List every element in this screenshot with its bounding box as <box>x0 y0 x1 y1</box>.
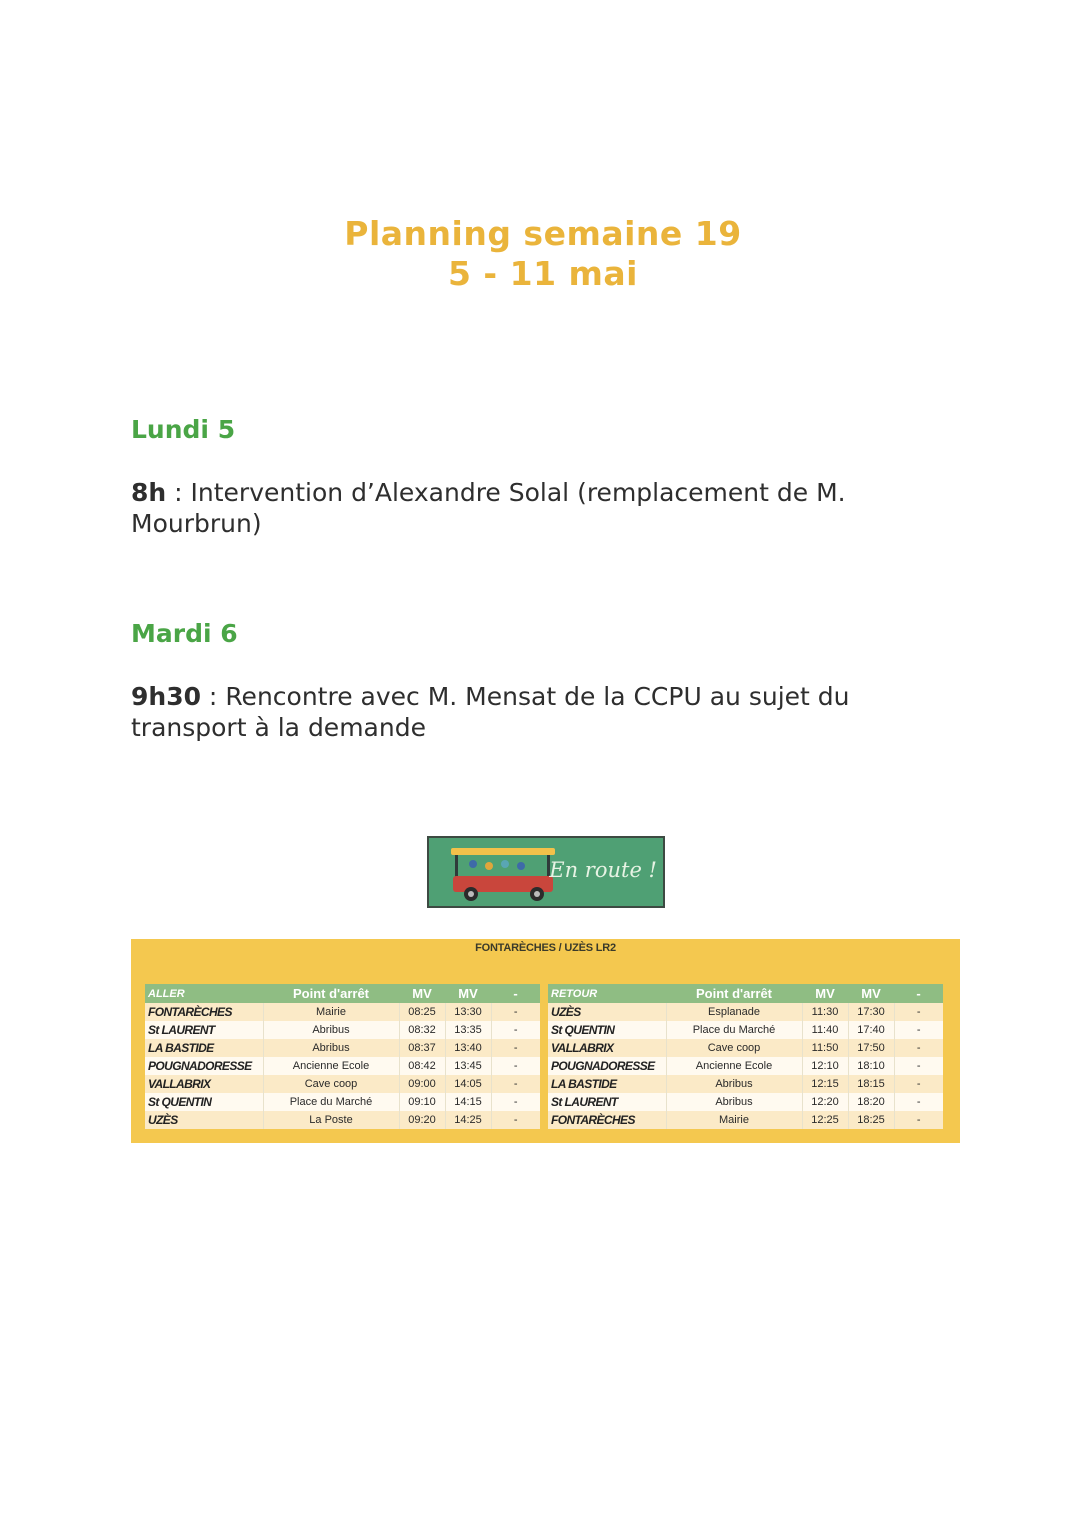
time-cell: 11:50 <box>802 1039 848 1057</box>
stop-point: Ancienne Ecole <box>263 1057 399 1075</box>
stop-point: Abribus <box>666 1093 802 1111</box>
time-cell: 12:15 <box>802 1075 848 1093</box>
table-row <box>145 1075 540 1093</box>
time-cell: - <box>894 1093 943 1111</box>
time-cell: 09:10 <box>399 1093 445 1111</box>
time-cell: - <box>491 1021 540 1039</box>
time-cell: 17:50 <box>848 1039 894 1057</box>
entry-separator: : <box>166 478 191 507</box>
time-cell: 12:20 <box>802 1093 848 1111</box>
table-row <box>548 1057 943 1075</box>
time-cell: 12:10 <box>802 1057 848 1075</box>
column-header: MV <box>399 984 445 1003</box>
table-row <box>548 1003 943 1021</box>
stop-name: St QUENTIN <box>145 1093 263 1111</box>
table-row <box>145 1039 540 1057</box>
stop-name: St QUENTIN <box>548 1021 666 1039</box>
time-cell: - <box>894 1003 943 1021</box>
table-row <box>548 1075 943 1093</box>
time-cell: 12:25 <box>802 1111 848 1129</box>
entry-text: Rencontre avec M. Mensat de la CCPU au sujet du transport à la demande <box>131 682 850 742</box>
table-row <box>145 1111 540 1129</box>
page-title <box>0 214 1086 294</box>
column-header: Point d'arrêt <box>263 984 399 1003</box>
column-header: - <box>894 984 943 1003</box>
table-row <box>145 1021 540 1039</box>
stop-name: St LAURENT <box>145 1021 263 1039</box>
time-cell: - <box>491 1039 540 1057</box>
stop-name: POUGNADORESSE <box>548 1057 666 1075</box>
time-cell: 17:30 <box>848 1003 894 1021</box>
time-cell: - <box>491 1003 540 1021</box>
table-row <box>548 1021 943 1039</box>
table-row <box>548 1039 943 1057</box>
stop-name: LA BASTIDE <box>548 1075 666 1093</box>
stop-name: VALLABRIX <box>145 1075 263 1093</box>
bus-schedule <box>131 939 960 1143</box>
time-cell: - <box>491 1057 540 1075</box>
schedule-table-aller <box>145 984 540 1129</box>
table-row <box>145 1003 540 1021</box>
table-row <box>548 1093 943 1111</box>
column-header: RETOUR <box>548 984 666 1003</box>
bus-icon <box>433 838 563 906</box>
time-cell: 13:35 <box>445 1021 491 1039</box>
day-heading-monday: Lundi 5 <box>131 415 236 444</box>
table-header-row <box>145 984 540 1003</box>
schedule-title: FONTARÈCHES / UZÈS LR2 <box>475 942 616 954</box>
table-header-row <box>548 984 943 1003</box>
time-cell: - <box>491 1075 540 1093</box>
stop-point: Place du Marché <box>666 1021 802 1039</box>
day-heading-tuesday: Mardi 6 <box>131 619 238 648</box>
stop-point: La Poste <box>263 1111 399 1129</box>
time-cell: - <box>894 1021 943 1039</box>
entry-time: 8h <box>131 478 167 507</box>
banner-text: En route ! <box>549 858 657 882</box>
stop-point: Mairie <box>666 1111 802 1129</box>
en-route-banner <box>427 836 665 908</box>
time-cell: 08:37 <box>399 1039 445 1057</box>
stop-point: Place du Marché <box>263 1093 399 1111</box>
time-cell: 14:15 <box>445 1093 491 1111</box>
title-line: Planning semaine 19 <box>344 214 742 253</box>
stop-point: Ancienne Ecole <box>666 1057 802 1075</box>
time-cell: - <box>894 1039 943 1057</box>
stop-name: St LAURENT <box>548 1093 666 1111</box>
agenda-entry-tuesday <box>131 681 951 743</box>
time-cell: - <box>894 1057 943 1075</box>
time-cell: 13:40 <box>445 1039 491 1057</box>
stop-point: Esplanade <box>666 1003 802 1021</box>
time-cell: 11:40 <box>802 1021 848 1039</box>
stop-point: Cave coop <box>666 1039 802 1057</box>
time-cell: 18:25 <box>848 1111 894 1129</box>
stop-point: Cave coop <box>263 1075 399 1093</box>
table-row <box>145 1093 540 1111</box>
stop-point: Mairie <box>263 1003 399 1021</box>
schedule-table-retour <box>548 984 943 1129</box>
stop-point: Abribus <box>666 1075 802 1093</box>
entry-text: Intervention d’Alexandre Solal (remplacement de M. Mourbrun) <box>131 478 846 538</box>
time-cell: 09:00 <box>399 1075 445 1093</box>
column-header: - <box>491 984 540 1003</box>
time-cell: - <box>491 1111 540 1129</box>
time-cell: - <box>491 1093 540 1111</box>
stop-name: POUGNADORESSE <box>145 1057 263 1075</box>
time-cell: 17:40 <box>848 1021 894 1039</box>
time-cell: - <box>894 1075 943 1093</box>
table-row <box>145 1057 540 1075</box>
time-cell: 08:42 <box>399 1057 445 1075</box>
column-header: MV <box>802 984 848 1003</box>
table-row <box>548 1111 943 1129</box>
time-cell: 14:25 <box>445 1111 491 1129</box>
stop-name: VALLABRIX <box>548 1039 666 1057</box>
stop-name: UZÈS <box>145 1111 263 1129</box>
stop-name: UZÈS <box>548 1003 666 1021</box>
column-header: MV <box>848 984 894 1003</box>
column-header: ALLER <box>145 984 263 1003</box>
time-cell: 18:20 <box>848 1093 894 1111</box>
time-cell: 09:20 <box>399 1111 445 1129</box>
time-cell: - <box>894 1111 943 1129</box>
stop-point: Abribus <box>263 1021 399 1039</box>
time-cell: 11:30 <box>802 1003 848 1021</box>
stop-name: FONTARÈCHES <box>145 1003 263 1021</box>
stop-name: LA BASTIDE <box>145 1039 263 1057</box>
column-header: MV <box>445 984 491 1003</box>
time-cell: 13:45 <box>445 1057 491 1075</box>
time-cell: 18:10 <box>848 1057 894 1075</box>
stop-name: FONTARÈCHES <box>548 1111 666 1129</box>
time-cell: 13:30 <box>445 1003 491 1021</box>
entry-time: 9h30 <box>131 682 201 711</box>
time-cell: 14:05 <box>445 1075 491 1093</box>
time-cell: 18:15 <box>848 1075 894 1093</box>
time-cell: 08:25 <box>399 1003 445 1021</box>
entry-separator: : <box>200 682 226 711</box>
column-header: Point d'arrêt <box>666 984 802 1003</box>
time-cell: 08:32 <box>399 1021 445 1039</box>
date-range: 5 - 11 mai <box>447 254 638 293</box>
stop-point: Abribus <box>263 1039 399 1057</box>
agenda-entry-monday <box>131 477 951 539</box>
